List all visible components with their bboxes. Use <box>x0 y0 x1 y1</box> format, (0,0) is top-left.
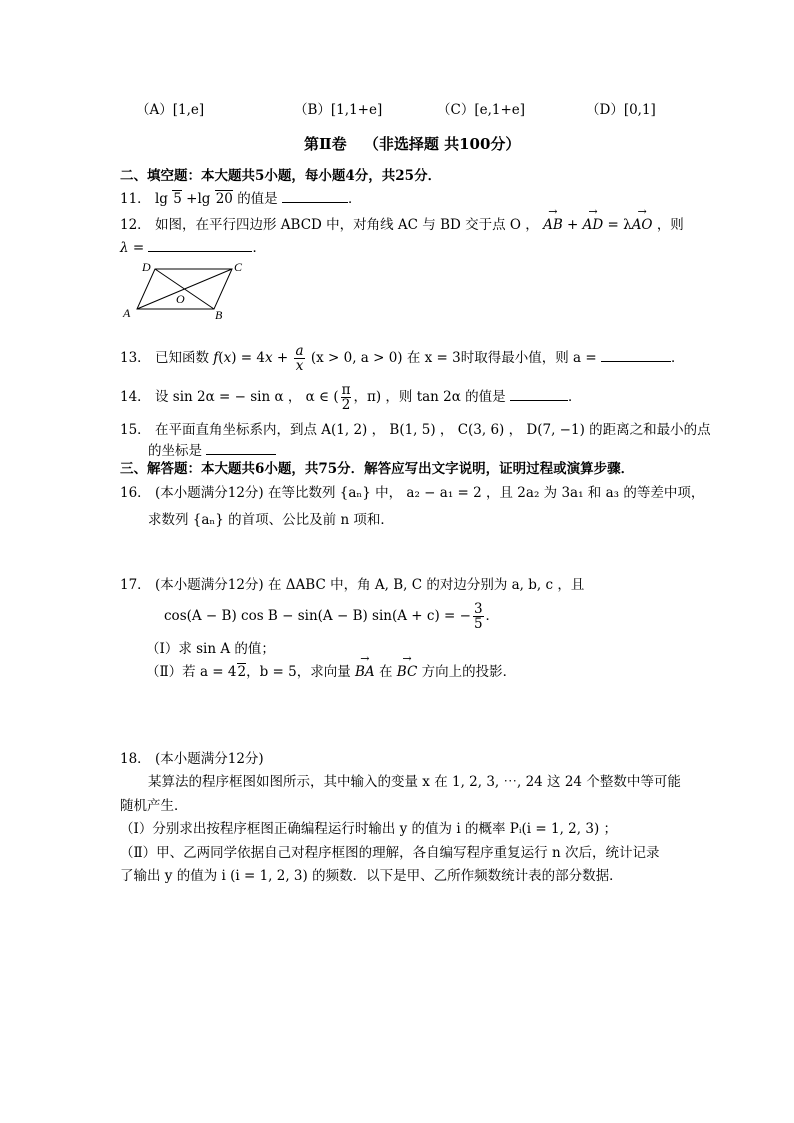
q12-lambda: λ = <box>120 240 145 256</box>
q11-formula: lg 5 +lg 20 <box>154 191 233 207</box>
choice-b: （B）[1,1+e] <box>294 102 383 118</box>
q18-line2: 某算法的程序框图如图所示，其中输入的变量 x 在 1, 2, 3, ⋯, 24 这 24 个整数中等可能 <box>148 774 681 790</box>
q15-line2: 的坐标是 <box>148 443 202 459</box>
label-a: A <box>123 306 131 320</box>
q11-answer-blank <box>282 190 348 203</box>
q18-line6: 了输出 y 的值为 i (i = 1, 2, 3) 的频数．以下是甲、乙所作频数统计表的部分数据． <box>120 868 623 884</box>
part2-title-sub: （非选择题 共100分） <box>363 135 521 153</box>
q12-vector-eq: → AB + → AD = λ→ AO <box>543 217 652 233</box>
question-12 <box>120 213 684 233</box>
choices-row <box>0 98 794 116</box>
vector-ba: → BA <box>355 664 375 680</box>
q12-text: 如图，在平行四边形 ABCD 中，对角线 AC 与 BD 交于点 O ， <box>154 217 539 233</box>
q12-answer-blank <box>148 239 252 252</box>
q17-line1: (本小题满分12分) 在 ΔABC 中，角 A, B, C 的对边分别为 a, b, c ，且 <box>154 577 585 593</box>
question-16 <box>120 481 704 501</box>
q11-number: 11． <box>120 191 151 207</box>
label-c: C <box>234 260 243 274</box>
choice-c: （C）[e,1+e] <box>437 102 526 118</box>
q17-formula: cos(A − B) cos B − sin(A − B) sin(A + c) = − <box>164 608 471 624</box>
label-d: D <box>142 260 151 274</box>
q15-answer-blank <box>206 442 276 455</box>
q18-line3: 随机产生． <box>120 798 188 814</box>
q17-part2-pre: （Ⅱ）若 a = 4 <box>146 664 237 680</box>
q13-condition: (x > 0, a > 0) 在 x = 3时取得最小值，则 a = <box>310 350 597 366</box>
q14-fraction: $\frac{\pi}{2}$ <box>341 381 351 413</box>
q17-number: 17． <box>120 577 151 593</box>
q17-formula-row: cos(A − B) cos B − sin(A − B) sin(A + c) = − $\frac{3}{5}$ ． <box>164 600 500 632</box>
q12-lambda-line: λ = ． <box>120 240 266 256</box>
question-13: 13． 已知函数 f(x) = 4x + $\frac{a}{x}$ (x > 0, a > 0) 在 x = 3时取得最小值，则 a = ． <box>120 342 685 374</box>
section2-heading: 二、填空题：本大题共5小题，每小题4分，共25分． <box>120 168 442 184</box>
q17-part2-mid: ，b = 5，求向量 <box>246 664 351 680</box>
q14-text: 设 sin 2α = − sin α ， α ∈ ( <box>154 389 339 405</box>
q15-line2-row <box>148 439 276 459</box>
label-b: B <box>215 308 223 322</box>
q15-number: 15． <box>120 422 151 438</box>
q18-line4: （Ⅰ）分别求出按程序框图正确编程运行时输出 y 的值为 i 的概率 Pᵢ(i = 1, 2, 3) ； <box>120 821 618 837</box>
question-14: 14． 设 sin 2α = − sin α ， α ∈ ( $\frac{\pi}{2}$ ，π) ，则 tan 2α 的值是 ． <box>120 381 582 413</box>
part2-title <box>304 133 520 154</box>
q12-number: 12． <box>120 217 151 233</box>
q14-number: 14． <box>120 389 151 405</box>
q13-pre: 已知函数 <box>154 350 209 366</box>
q17-part2: （Ⅱ）若 a = 42，b = 5，求向量 → BA 在 → BC 方向上的投影． <box>146 660 516 680</box>
q17-part2-end: 方向上的投影． <box>421 664 517 680</box>
choice-d: （D）[0,1] <box>586 102 656 118</box>
part2-title-main: 第Ⅱ卷 <box>304 135 347 153</box>
question-15 <box>120 418 711 438</box>
q17-fraction: $\frac{3}{5}$ <box>473 600 483 632</box>
q13-number: 13． <box>120 350 151 366</box>
section3-heading: 三、解答题：本大题共6小题，共75分．解答应写出文字说明，证明过程或演算步骤． <box>120 461 635 477</box>
label-o: O <box>176 292 185 306</box>
q13-answer-blank <box>601 349 671 362</box>
q18-line1: (本小题满分12分) <box>154 751 264 767</box>
q18-line5: （Ⅱ）甲、乙两同学依据自己对程序框图的理解，各自编写程序重复运行 n 次后，统计记录 <box>120 845 660 861</box>
question-17 <box>120 573 584 593</box>
q17-part1: （Ⅰ）求 sin A 的值； <box>146 641 275 657</box>
q15-line1: 在平面直角坐标系内，到点 A(1, 2) ， B(1, 5) ， C(3, 6) ， D(7, −1) 的距离之和最小的点 <box>154 422 711 438</box>
q12-equals-text: ，则 <box>656 217 684 233</box>
q14-answer-blank <box>510 388 568 401</box>
parallelogram-figure <box>118 257 258 323</box>
q16-number: 16． <box>120 485 151 501</box>
vector-bc: → BC <box>397 664 418 680</box>
question-18 <box>120 747 264 767</box>
q18-number: 18． <box>120 751 151 767</box>
choice-a: （A）[1,e] <box>136 102 205 118</box>
q17-part2-on: 在 <box>378 664 393 680</box>
q13-function: f(x) = 4x + $\frac{a}{x}$ <box>213 342 304 374</box>
q14-tail: ，π) ，则 tan 2α 的值是 <box>353 389 506 405</box>
q11-text: 的值是 <box>237 191 278 207</box>
question-11: 11． lg 5 +lg 20 的值是 ． <box>120 191 362 207</box>
q16-line1: (本小题满分12分) 在等比数列 {aₙ} 中， a₂ − a₁ = 2 ，且 2a₂ 为 3a₁ 和 a₃ 的等差中项， <box>154 485 705 501</box>
q16-line2: 求数列 {aₙ} 的首项、公比及前 n 项和． <box>148 512 394 528</box>
